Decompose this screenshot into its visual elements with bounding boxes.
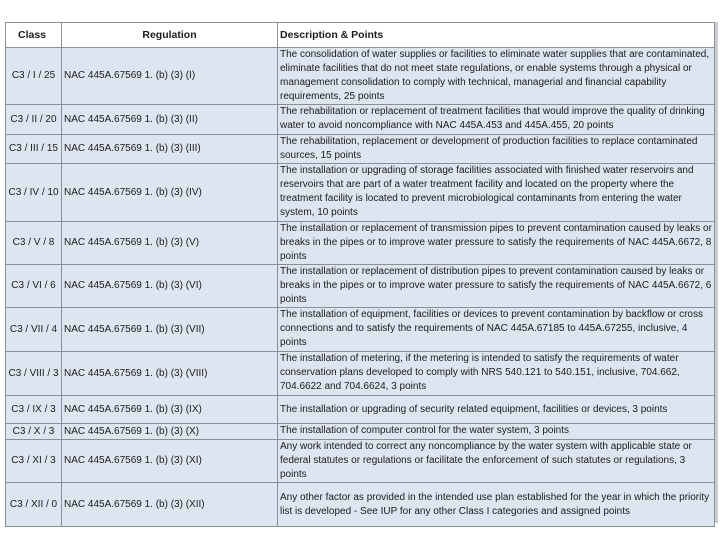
table-row xyxy=(6,48,715,105)
description-cell: The installation or upgrading of security related equipment, facilities or devices, 3 points xyxy=(278,396,715,424)
table-row xyxy=(6,396,715,424)
priority-points-table xyxy=(5,22,715,527)
table-row xyxy=(6,222,715,265)
table-row xyxy=(6,483,715,527)
header-class: Class xyxy=(6,23,62,48)
regulation-cell: NAC 445A.67569 1. (b) (3) (VIII) xyxy=(62,352,278,396)
description-cell: Any work intended to correct any noncompliance by the water system with applicable state or federal statutes or regulations or facilitate the enforcement of such statutes or regulations, 3 points xyxy=(278,440,715,483)
regulation-cell: NAC 445A.67569 1. (b) (3) (XI) xyxy=(62,440,278,483)
regulation-cell: NAC 445A.67569 1. (b) (3) (IV) xyxy=(62,164,278,222)
class-cell: C3 / II / 20 xyxy=(6,105,62,135)
class-cell: C3 / I / 25 xyxy=(6,48,62,105)
description-cell: The installation or replacement of transmission pipes to prevent contamination caused by leaks or breaks in the pipes or to improve water pressure to satisfy the requirements of NAC 445A.6672, 8 points xyxy=(278,222,715,265)
regulation-cell: NAC 445A.67569 1. (b) (3) (V) xyxy=(62,222,278,265)
regulation-cell: NAC 445A.67569 1. (b) (3) (IX) xyxy=(62,396,278,424)
description-cell: The consolidation of water supplies or facilities to eliminate water supplies that are contaminated, eliminate facilities that do not meet state regulations, or enable systems through a physical or management consolidation to comply with technical, managerial and financial capability requirements, 25 points xyxy=(278,48,715,105)
class-cell: C3 / XI / 3 xyxy=(6,440,62,483)
description-cell: The rehabilitation or replacement of treatment facilities that would improve the quality of drinking water to avoid noncompliance with NAC 445A.453 and 445A.455, 20 points xyxy=(278,105,715,135)
class-cell: C3 / IX / 3 xyxy=(6,396,62,424)
class-cell: C3 / IV / 10 xyxy=(6,164,62,222)
table-row xyxy=(6,135,715,164)
header-description: Description & Points xyxy=(278,23,715,48)
table-row xyxy=(6,424,715,440)
regulation-cell: NAC 445A.67569 1. (b) (3) (III) xyxy=(62,135,278,164)
header-row xyxy=(6,23,715,48)
table-row xyxy=(6,352,715,396)
table-row xyxy=(6,265,715,308)
header-regulation: Regulation xyxy=(62,23,278,48)
regulation-cell: NAC 445A.67569 1. (b) (3) (XII) xyxy=(62,483,278,527)
description-cell: The rehabilitation, replacement or development of production facilities to replace contaminated sources, 15 points xyxy=(278,135,715,164)
class-cell: C3 / VI / 6 xyxy=(6,265,62,308)
regulation-cell: NAC 445A.67569 1. (b) (3) (II) xyxy=(62,105,278,135)
description-cell: The installation or replacement of distribution pipes to prevent contamination caused by leaks or breaks in the pipes or to improve water pressure to satisfy the requirements of NAC 445A.6672, 6 points xyxy=(278,265,715,308)
class-cell: C3 / VIII / 3 xyxy=(6,352,62,396)
description-cell: The installation of equipment, facilities or devices to prevent contamination by backflow or cross connections and to satisfy the requirements of NAC 445A.67185 to 445A.67255, inclusive, 4 points xyxy=(278,308,715,352)
class-cell: C3 / III / 15 xyxy=(6,135,62,164)
regulation-cell: NAC 445A.67569 1. (b) (3) (I) xyxy=(62,48,278,105)
table-shadow-right xyxy=(715,22,718,521)
description-cell: Any other factor as provided in the intended use plan established for the year in which the priority list is developed - See IUP for any other Class I categories and assigned points xyxy=(278,483,715,527)
description-cell: The installation of computer control for the water system, 3 points xyxy=(278,424,715,440)
table-row xyxy=(6,440,715,483)
description-cell: The installation of metering, if the metering is intended to satisfy the requirements of water conservation plans developed to comply with NRS 540.121 to 540.151, inclusive, 704.662, 704.6622 and 704.6624, 3 points xyxy=(278,352,715,396)
table-row xyxy=(6,164,715,222)
class-cell: C3 / V / 8 xyxy=(6,222,62,265)
regulation-cell: NAC 445A.67569 1. (b) (3) (X) xyxy=(62,424,278,440)
table-row xyxy=(6,308,715,352)
table-row xyxy=(6,105,715,135)
class-cell: C3 / X / 3 xyxy=(6,424,62,440)
regulation-cell: NAC 445A.67569 1. (b) (3) (VII) xyxy=(62,308,278,352)
regulation-cell: NAC 445A.67569 1. (b) (3) (VI) xyxy=(62,265,278,308)
description-cell: The installation or upgrading of storage facilities associated with finished water reservoirs and reservoirs that are part of a water treatment facility and located on the property where the treatment facility is located to prevent microbiological contaminants from entering the water system, 10 points xyxy=(278,164,715,222)
class-cell: C3 / XII / 0 xyxy=(6,483,62,527)
class-cell: C3 / VII / 4 xyxy=(6,308,62,352)
